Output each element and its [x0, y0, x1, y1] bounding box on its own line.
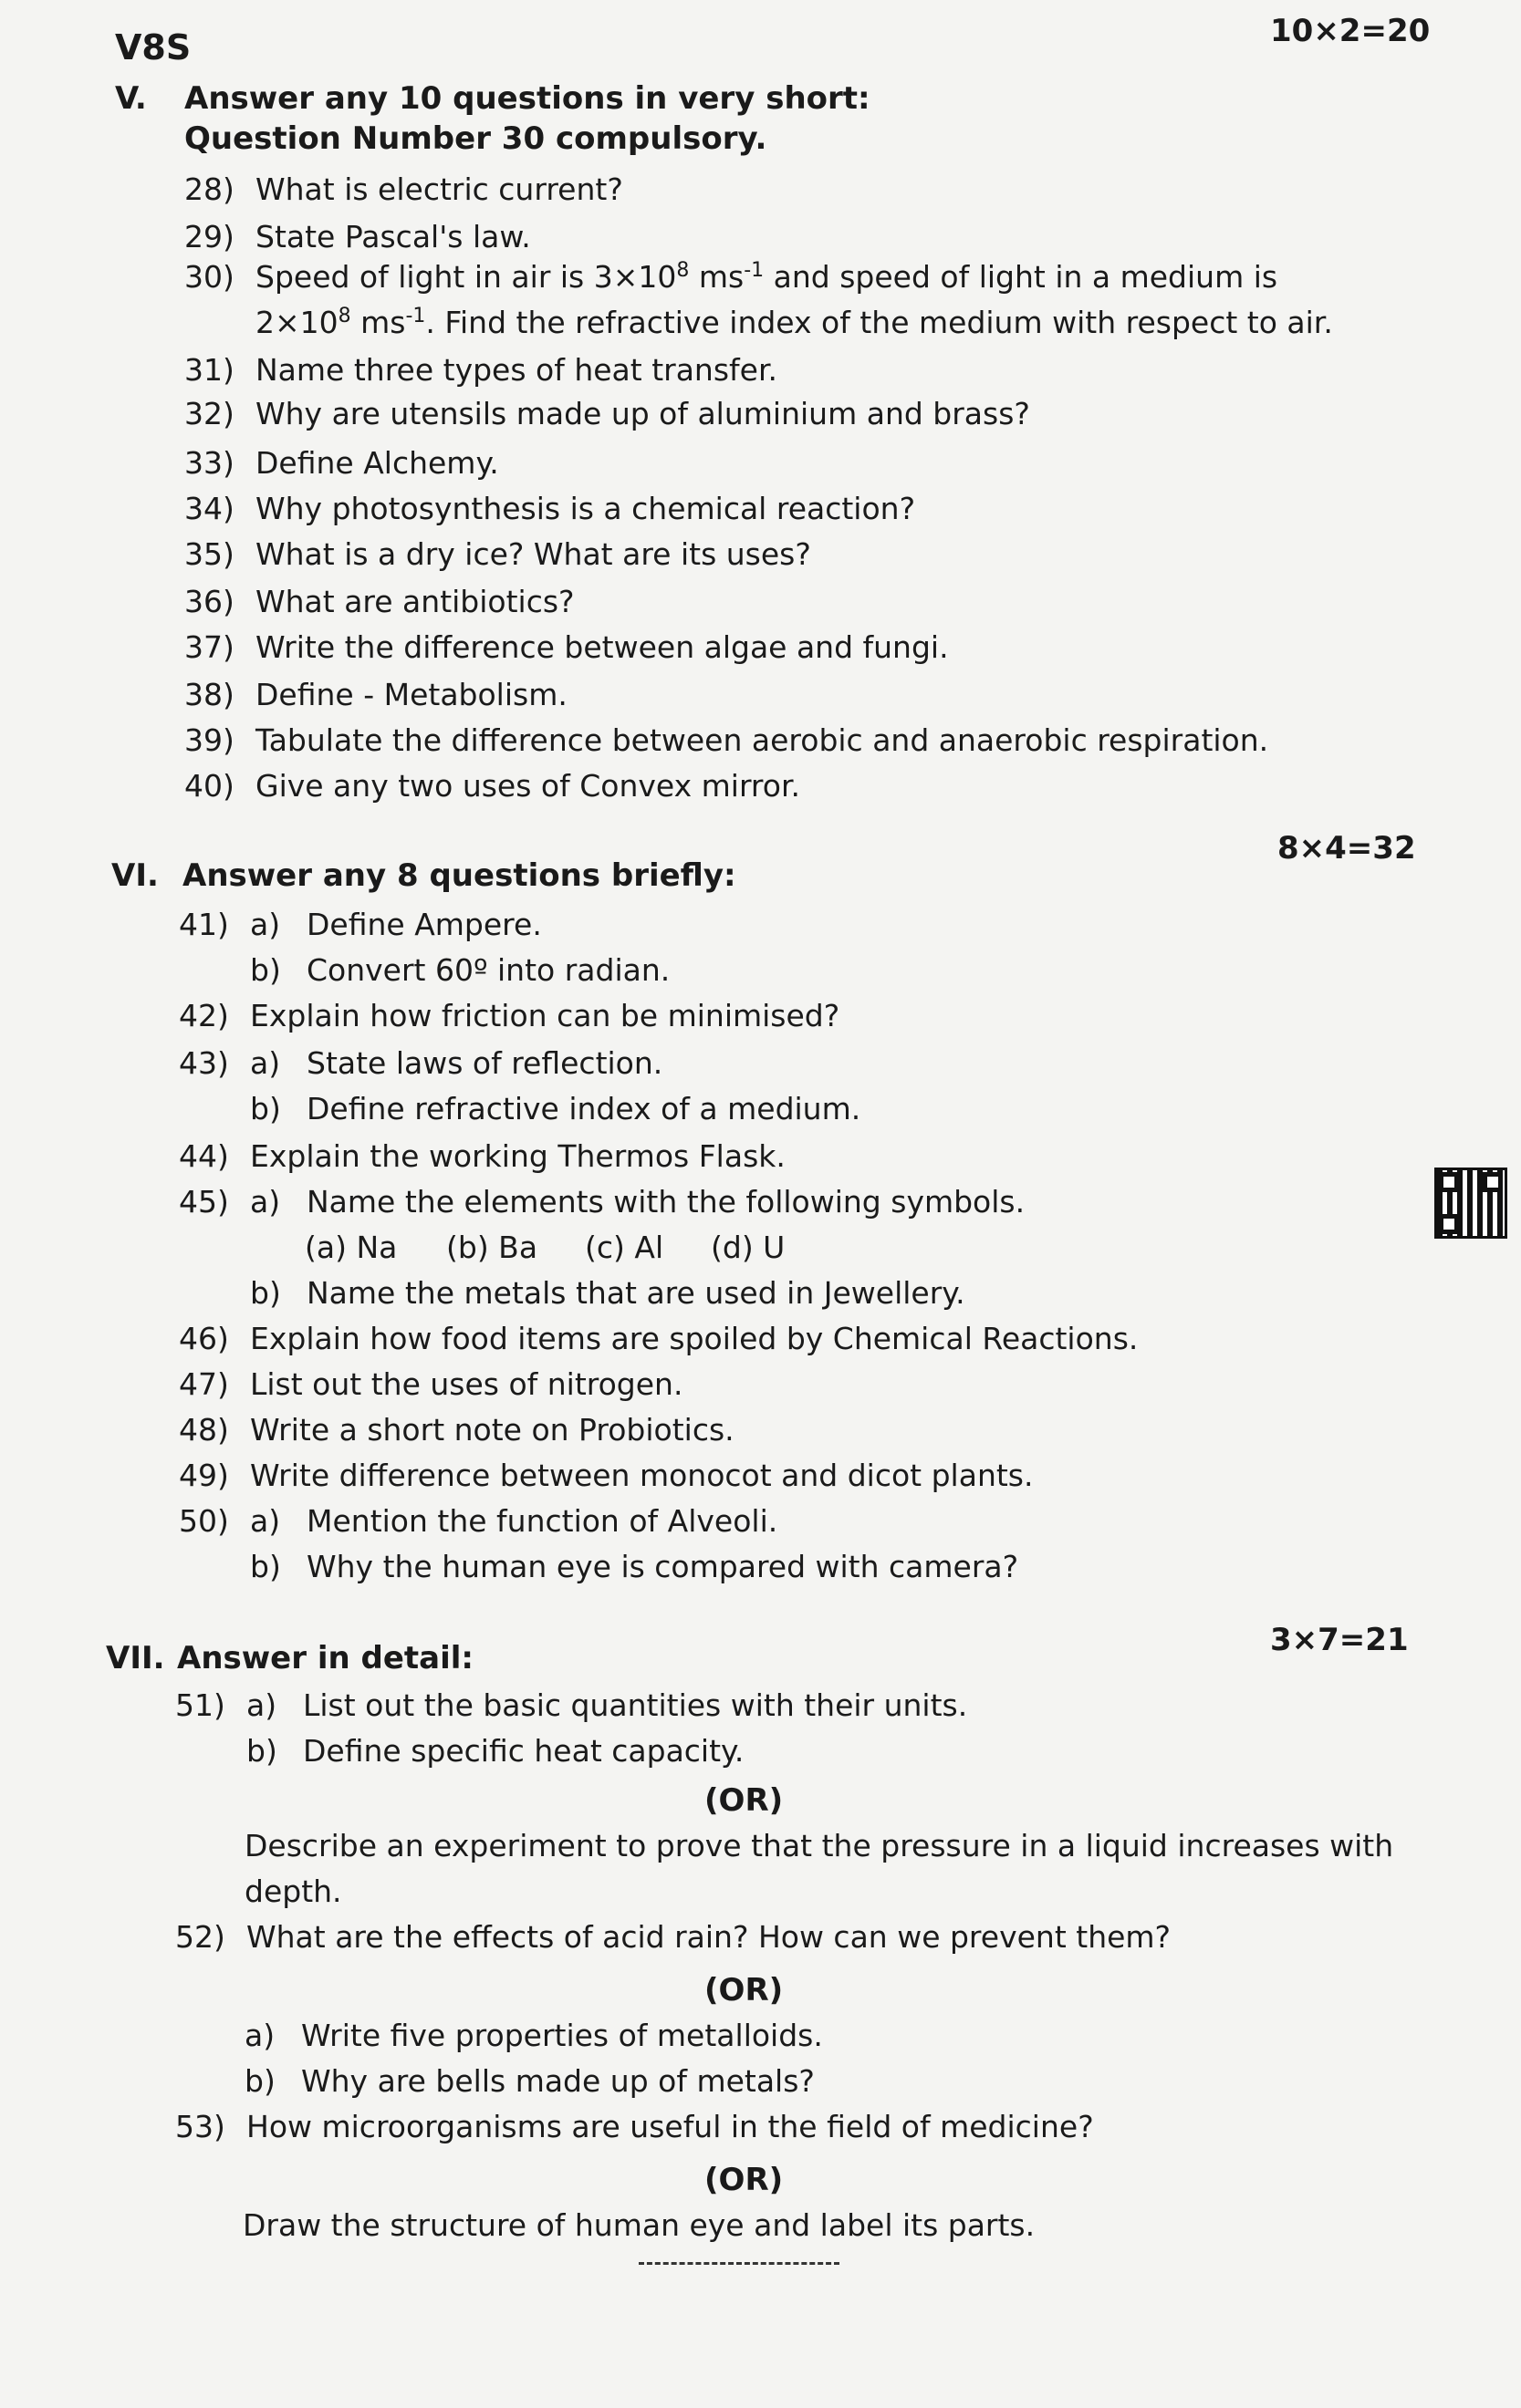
question-text: Explain the working Thermos Flask. — [250, 1138, 786, 1174]
section-vii-heading — [106, 1640, 474, 1676]
question-number: 33) — [184, 445, 234, 481]
question-29 — [184, 219, 531, 254]
question-number: 28) — [184, 171, 234, 207]
question-number: 44) — [179, 1138, 229, 1174]
question-40 — [184, 768, 800, 804]
sub-label: b) — [246, 1733, 277, 1769]
question-51-alt-line-2: depth. — [245, 1873, 342, 1909]
question-52a — [245, 2018, 823, 2053]
section-vi-title: Answer any 8 questions briefly: — [182, 857, 736, 894]
question-text: Tabulate the difference between aerobic and anaerobic respiration. — [255, 722, 1269, 758]
section-vii-title: Answer in detail: — [177, 1640, 474, 1676]
question-text: List out the basic quantities with their units. — [303, 1687, 968, 1723]
question-37 — [184, 629, 949, 665]
question-number: 43) — [179, 1045, 229, 1081]
question-number: 35) — [184, 536, 234, 572]
question-30 — [184, 259, 1277, 295]
question-text: Define Alchemy. — [255, 445, 499, 481]
question-42 — [179, 998, 839, 1033]
or-divider: (OR) — [704, 1782, 784, 1819]
qr-finder — [1483, 1172, 1503, 1192]
question-number: 40) — [184, 768, 234, 804]
sub-label: a) — [246, 1687, 277, 1723]
end-divider — [639, 2262, 839, 2265]
question-text: Write a short note on Probiotics. — [250, 1412, 734, 1448]
question-34 — [184, 491, 915, 526]
question-text: Why the human eye is compared with camera? — [307, 1549, 1019, 1584]
exponent: -1 — [405, 305, 426, 327]
question-text: Write difference between monocot and dicot plants. — [250, 1458, 1034, 1493]
question-text: Name the elements with the following symbols. — [307, 1184, 1026, 1220]
sub-label: a) — [250, 1184, 281, 1220]
question-number: 37) — [184, 629, 234, 665]
question-52b — [245, 2063, 815, 2099]
question-53 — [175, 2109, 1094, 2144]
question-30-line-2 — [255, 305, 1333, 340]
option-ba: (b) Ba — [446, 1230, 538, 1265]
question-text: Name the metals that are used in Jewellery. — [307, 1275, 965, 1311]
question-text: and speed of light in a medium is — [764, 259, 1278, 295]
question-number: 41) — [179, 907, 229, 942]
sub-label: b) — [245, 2063, 276, 2099]
section-v-roman: V. — [115, 80, 147, 117]
question-text: What is a dry ice? What are its uses? — [255, 536, 811, 572]
question-text: Name three types of heat transfer. — [255, 352, 777, 388]
question-41b — [250, 952, 670, 988]
sub-label: a) — [250, 1503, 281, 1539]
question-41a — [179, 907, 542, 942]
section-v-title: Answer any 10 questions in very short: — [184, 80, 870, 117]
sub-label: b) — [250, 1091, 281, 1126]
option-u: (d) U — [711, 1230, 786, 1265]
section-vi-marks: 8×4=32 — [1277, 830, 1416, 867]
question-text: . Find the refractive index of the medium with respect to air. — [425, 305, 1333, 340]
question-46 — [179, 1321, 1138, 1356]
question-text: 2×10 — [255, 305, 339, 340]
section-v-note: Question Number 30 compulsory. — [184, 120, 767, 157]
question-text: State laws of reflection. — [307, 1045, 663, 1081]
question-28 — [184, 171, 623, 207]
question-36 — [184, 584, 575, 619]
question-text: State Pascal's law. — [255, 219, 531, 254]
question-51a — [175, 1687, 967, 1723]
question-45a — [179, 1184, 1025, 1220]
question-number: 48) — [179, 1412, 229, 1448]
section-vii-marks: 3×7=21 — [1270, 1622, 1409, 1658]
question-32 — [184, 396, 1030, 431]
qr-finder — [1439, 1214, 1459, 1234]
exponent: 8 — [676, 259, 690, 282]
question-35 — [184, 536, 811, 572]
question-text: Define - Metabolism. — [255, 677, 568, 712]
question-45-options — [305, 1230, 785, 1265]
sub-label: a) — [250, 907, 281, 942]
question-number: 47) — [179, 1366, 229, 1402]
question-text: Define refractive index of a medium. — [307, 1091, 861, 1126]
qr-code — [1434, 1168, 1507, 1239]
question-47 — [179, 1366, 682, 1402]
question-31 — [184, 352, 777, 388]
question-50b — [250, 1549, 1018, 1584]
question-number: 29) — [184, 219, 234, 254]
question-49 — [179, 1458, 1033, 1493]
question-45b — [250, 1275, 965, 1311]
question-number: 31) — [184, 352, 234, 388]
sub-label: b) — [250, 952, 281, 988]
question-text: What are antibiotics? — [255, 584, 575, 619]
question-text: Mention the function of Alveoli. — [307, 1503, 778, 1539]
question-51b — [246, 1733, 744, 1769]
question-53-alt: Draw the structure of human eye and label its parts. — [243, 2207, 1036, 2243]
question-text: Speed of light in air is 3×10 — [255, 259, 677, 295]
question-text: Write five properties of metalloids. — [301, 2018, 823, 2053]
question-51-alt-line-1: Describe an experiment to prove that the pressure in a liquid increases with — [245, 1828, 1394, 1863]
question-number: 49) — [179, 1458, 229, 1493]
sub-label: a) — [245, 2018, 276, 2053]
sub-label: a) — [250, 1045, 281, 1081]
question-number: 36) — [184, 584, 234, 619]
question-50a — [179, 1503, 777, 1539]
exponent: 8 — [338, 305, 351, 327]
question-text: Define Ampere. — [307, 907, 542, 942]
section-vi-roman: VI. — [111, 857, 159, 894]
option-na: (a) Na — [305, 1230, 398, 1265]
question-text: How microorganisms are useful in the field of medicine? — [246, 2109, 1094, 2144]
question-52 — [175, 1919, 1171, 1955]
question-text: Explain how friction can be minimised? — [250, 998, 840, 1033]
question-number: 32) — [184, 396, 234, 431]
question-text: Why are utensils made up of aluminium and brass? — [255, 396, 1030, 431]
question-number: 39) — [184, 722, 234, 758]
question-number: 50) — [179, 1503, 229, 1539]
question-44 — [179, 1138, 786, 1174]
question-number: 53) — [175, 2109, 225, 2144]
section-v-marks: 10×2=20 — [1270, 13, 1431, 49]
question-number: 38) — [184, 677, 234, 712]
qr-finder — [1439, 1172, 1459, 1192]
question-text: Explain how food items are spoiled by Chemical Reactions. — [250, 1321, 1139, 1356]
question-text: Define specific heat capacity. — [303, 1733, 745, 1769]
question-text: ms — [689, 259, 745, 295]
or-divider: (OR) — [704, 2162, 784, 2198]
question-text: Why are bells made up of metals? — [301, 2063, 815, 2099]
question-text: What are the effects of acid rain? How can we prevent them? — [246, 1919, 1172, 1955]
exponent: -1 — [744, 259, 765, 282]
sub-label: b) — [250, 1275, 281, 1311]
question-number: 45) — [179, 1184, 229, 1220]
question-number: 34) — [184, 491, 234, 526]
question-33 — [184, 445, 499, 481]
question-text: List out the uses of nitrogen. — [250, 1366, 683, 1402]
paper-code: V8S — [115, 27, 192, 67]
question-number: 52) — [175, 1919, 225, 1955]
question-text: Write the difference between algae and fungi. — [255, 629, 949, 665]
sub-label: b) — [250, 1549, 281, 1584]
question-number: 46) — [179, 1321, 229, 1356]
section-v-heading — [115, 80, 870, 117]
question-number: 30) — [184, 259, 234, 295]
question-number: 42) — [179, 998, 229, 1033]
or-divider: (OR) — [704, 1972, 784, 2008]
question-text: What is electric current? — [255, 171, 623, 207]
question-text: Give any two uses of Convex mirror. — [255, 768, 800, 804]
question-number: 51) — [175, 1687, 225, 1723]
question-text: ms — [350, 305, 406, 340]
question-48 — [179, 1412, 734, 1448]
section-vii-roman: VII. — [106, 1640, 165, 1676]
section-vi-heading — [111, 857, 736, 894]
question-38 — [184, 677, 568, 712]
question-43a — [179, 1045, 662, 1081]
option-al: (c) Al — [585, 1230, 664, 1265]
question-text: Convert 60º into radian. — [307, 952, 671, 988]
question-43b — [250, 1091, 860, 1126]
question-text: Why photosynthesis is a chemical reaction? — [255, 491, 916, 526]
question-39 — [184, 722, 1268, 758]
